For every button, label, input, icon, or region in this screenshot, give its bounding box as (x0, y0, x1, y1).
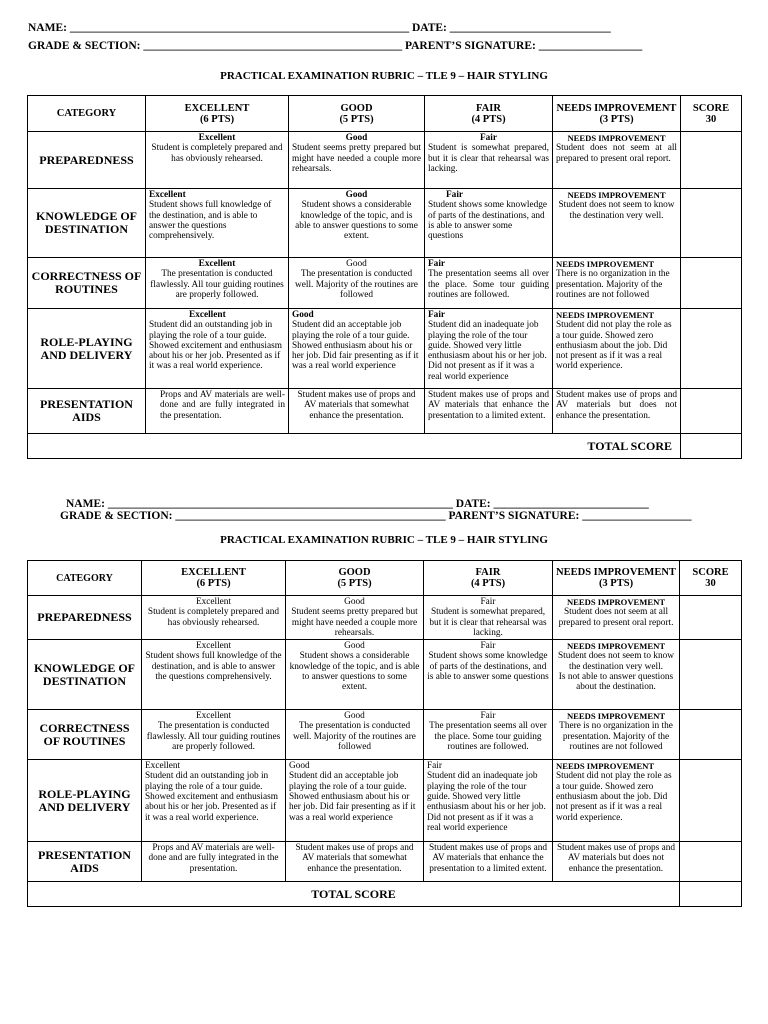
good-cell: Good The presentation is conducted well. Majority of the routines are followed (286, 710, 424, 760)
fair-cell: Fair Student is somewhat prepared, but it is clear that rehearsal was lacking. (424, 596, 553, 640)
row-role-playing (28, 309, 742, 389)
score-cell[interactable] (681, 189, 742, 258)
row-preparedness (28, 132, 742, 189)
header-good: GOOD (5 PTS) (286, 561, 424, 596)
fair-cell: Student makes use of props and AV materials that enhance the presentation to a limited extent. (424, 842, 553, 882)
good-cell: Good Student seems pretty prepared but might have needed a couple more rehearsals. (289, 132, 425, 189)
name-date-line: NAME: ___________________________________________________________ DATE: ____________________________ (28, 22, 611, 34)
category-label: KNOWLEDGE OF DESTINATION (28, 640, 142, 710)
total-row (28, 882, 742, 907)
category-label: PRESENTATION AIDS (28, 389, 146, 434)
excellent-cell: Excellent The presentation is conducted flawlessly. All tour guiding routines are properly followed. (146, 258, 289, 309)
needs-cell: NEEDS IMPROVEMENT Student does not seem at all prepared to present oral report. (553, 132, 681, 189)
needs-cell: NEEDS IMPROVEMENT Student did not play the role as a tour guide. Showed zero enthusiasm about the job. Did not present as if it was a real world experience. (553, 760, 680, 842)
score-cell[interactable] (680, 842, 742, 882)
excellent-cell: Props and AV materials are well- done and are fully integrated in the presentation. (142, 842, 286, 882)
header-fair: FAIR (4 PTS) (425, 96, 553, 132)
good-cell: Good Student shows a considerable knowledge of the topic, and is able to answer questions to some extent. (289, 189, 425, 258)
total-row (28, 434, 742, 459)
total-score-cell[interactable] (680, 882, 742, 907)
score-cell[interactable] (680, 640, 742, 710)
score-cell[interactable] (680, 710, 742, 760)
excellent-cell: Excellent Student shows full knowledge of the destination, and is able to answer the questions comprehensively. (146, 189, 289, 258)
header-excellent: EXCELLENT (6 PTS) (142, 561, 286, 596)
rubric-table (27, 560, 742, 907)
category-label: KNOWLEDGE OF DESTINATION (28, 189, 146, 258)
rubric-title: PRACTICAL EXAMINATION RUBRIC – TLE 9 – HAIR STYLING (220, 534, 548, 546)
header-excellent: EXCELLENT (6 PTS) (146, 96, 289, 132)
header-category: CATEGORY (28, 561, 142, 596)
row-knowledge (28, 189, 742, 258)
fair-cell: Student makes use of props and AV materials that enhance the presentation to a limited extent. (425, 389, 553, 434)
score-cell[interactable] (680, 760, 742, 842)
fair-cell: Fair Student shows some knowledge of parts of the destinations, and is able to answer some questions (425, 189, 553, 258)
category-label: ROLE-PLAYING AND DELIVERY (28, 760, 142, 842)
good-cell: Student makes use of props and AV materials that somewhat enhance the presentation. (286, 842, 424, 882)
good-cell: Good Student did an acceptable job playing the role of a tour guide. Showed enthusiasm about his or her job. Did fair presenting as if it was a real world experience (286, 760, 424, 842)
header-good: GOOD (5 PTS) (289, 96, 425, 132)
needs-cell: NEEDS IMPROVEMENT Student does not seem at all prepared to present oral report. (553, 596, 680, 640)
rubric-title: PRACTICAL EXAMINATION RUBRIC – TLE 9 – HAIR STYLING (220, 70, 548, 82)
excellent-cell: Props and AV materials are well- done and are fully integrated in the presentation. (146, 389, 289, 434)
header-score: SCORE 30 (681, 96, 742, 132)
excellent-cell: Excellent Student is completely prepared and has obviously rehearsed. (142, 596, 286, 640)
name-date-line: NAME: ____________________________________________________________ DATE: ___________________________ (66, 498, 649, 510)
excellent-cell: Excellent Student shows full knowledge of the destination, and is able to answer the questions comprehensively. (142, 640, 286, 710)
good-cell: Student makes use of props and AV materials that somewhat enhance the presentation. (289, 389, 425, 434)
excellent-cell: Excellent Student did an outstanding job in playing the role of a tour guide. Showed excitement and enthusiasm about his or her job. Presented as if it was a real world experience. (142, 760, 286, 842)
needs-cell: Student makes use of props and AV materials but does not enhance the presentation. (553, 842, 680, 882)
excellent-cell: Excellent Student is completely prepared and has obviously rehearsed. (146, 132, 289, 189)
good-cell: Good Student shows a considerable knowledge of the topic, and is able to answer questions to some extent. (286, 640, 424, 710)
row-preparedness (28, 596, 742, 640)
row-presentation-aids (28, 389, 742, 434)
header-needs-improvement: NEEDS IMPROVEMENT (3 PTS) (553, 96, 681, 132)
header-row (28, 561, 742, 596)
header-fair: FAIR (4 PTS) (424, 561, 553, 596)
row-role-playing (28, 760, 742, 842)
header-score: SCORE 30 (680, 561, 742, 596)
total-score-cell[interactable] (681, 434, 742, 459)
score-cell[interactable] (681, 132, 742, 189)
good-cell: Good The presentation is conducted well. Majority of the routines are followed (289, 258, 425, 309)
needs-cell: Student makes use of props and AV materials but does not enhance the presentation. (553, 389, 681, 434)
total-score-label: TOTAL SCORE (28, 434, 681, 459)
row-correctness (28, 710, 742, 760)
grade-signature-line: GRADE & SECTION: _____________________________________________ PARENT’S SIGNATURE: __________________ (28, 40, 643, 52)
fair-cell: Fair Student did an inadequate job playing the role of the tour guide. Showed very little enthusiasm about his or her job. Did not present as if it was a real world experience (424, 760, 553, 842)
row-knowledge (28, 640, 742, 710)
needs-cell: NEEDS IMPROVEMENT Student did not play the role as a tour guide. Showed zero enthusiasm about the job. Did not present as if it was a real world experience. (553, 309, 681, 389)
score-cell[interactable] (681, 309, 742, 389)
needs-cell: NEEDS IMPROVEMENT There is no organization in the presentation. Majority of the routines are not followed (553, 258, 681, 309)
good-cell: Good Student seems pretty prepared but might have needed a couple more rehearsals. (286, 596, 424, 640)
category-label: CORRECTNESS OF ROUTINES (28, 258, 146, 309)
fair-cell: Fair Student did an inadequate job playing the role of the tour guide. Showed very little enthusiasm about his or her job. Did not present as if it was a real world experience (425, 309, 553, 389)
needs-cell: NEEDS IMPROVEMENT Student does not seem to know the destination very well. Is not able to answer questions about the destination. (553, 640, 680, 710)
score-cell[interactable] (680, 596, 742, 640)
row-correctness (28, 258, 742, 309)
score-cell[interactable] (681, 389, 742, 434)
fair-cell: Fair The presentation seems all over the place. Some tour guiding routines are followed. (425, 258, 553, 309)
category-label: ROLE-PLAYING AND DELIVERY (28, 309, 146, 389)
needs-cell: NEEDS IMPROVEMENT There is no organization in the presentation. Majority of the routines are not followed (553, 710, 680, 760)
fair-cell: Fair The presentation seems all over the place. Some tour guiding routines are followed. (424, 710, 553, 760)
header-row (28, 96, 742, 132)
category-label: PREPAREDNESS (28, 132, 146, 189)
row-presentation-aids (28, 842, 742, 882)
category-label: PREPAREDNESS (28, 596, 142, 640)
fair-cell: Fair Student shows some knowledge of parts of the destinations, and is able to answer some questions (424, 640, 553, 710)
rubric-table (27, 95, 742, 459)
grade-signature-line: GRADE & SECTION: _______________________________________________ PARENT’S SIGNATURE: ___________________ (60, 510, 692, 522)
score-cell[interactable] (681, 258, 742, 309)
total-score-label: TOTAL SCORE (28, 882, 680, 907)
needs-cell: NEEDS IMPROVEMENT Student does not seem to know the destination very well. (553, 189, 681, 258)
category-label: CORRECTNESS OF ROUTINES (28, 710, 142, 760)
excellent-cell: Excellent Student did an outstanding job in playing the role of a tour guide. Showed excitement and enthusiasm about his or her job. Presented as if it was a real world experience. (146, 309, 289, 389)
category-label: PRESENTATION AIDS (28, 842, 142, 882)
header-needs-improvement: NEEDS IMPROVEMENT (3 PTS) (553, 561, 680, 596)
header-category: CATEGORY (28, 96, 146, 132)
fair-cell: Fair Student is somewhat prepared, but it is clear that rehearsal was lacking. (425, 132, 553, 189)
excellent-cell: Excellent The presentation is conducted flawlessly. All tour guiding routines are properly followed. (142, 710, 286, 760)
good-cell: Good Student did an acceptable job playing the role of a tour guide. Showed enthusiasm about his or her job. Did fair presenting as if it was a real world experience (289, 309, 425, 389)
